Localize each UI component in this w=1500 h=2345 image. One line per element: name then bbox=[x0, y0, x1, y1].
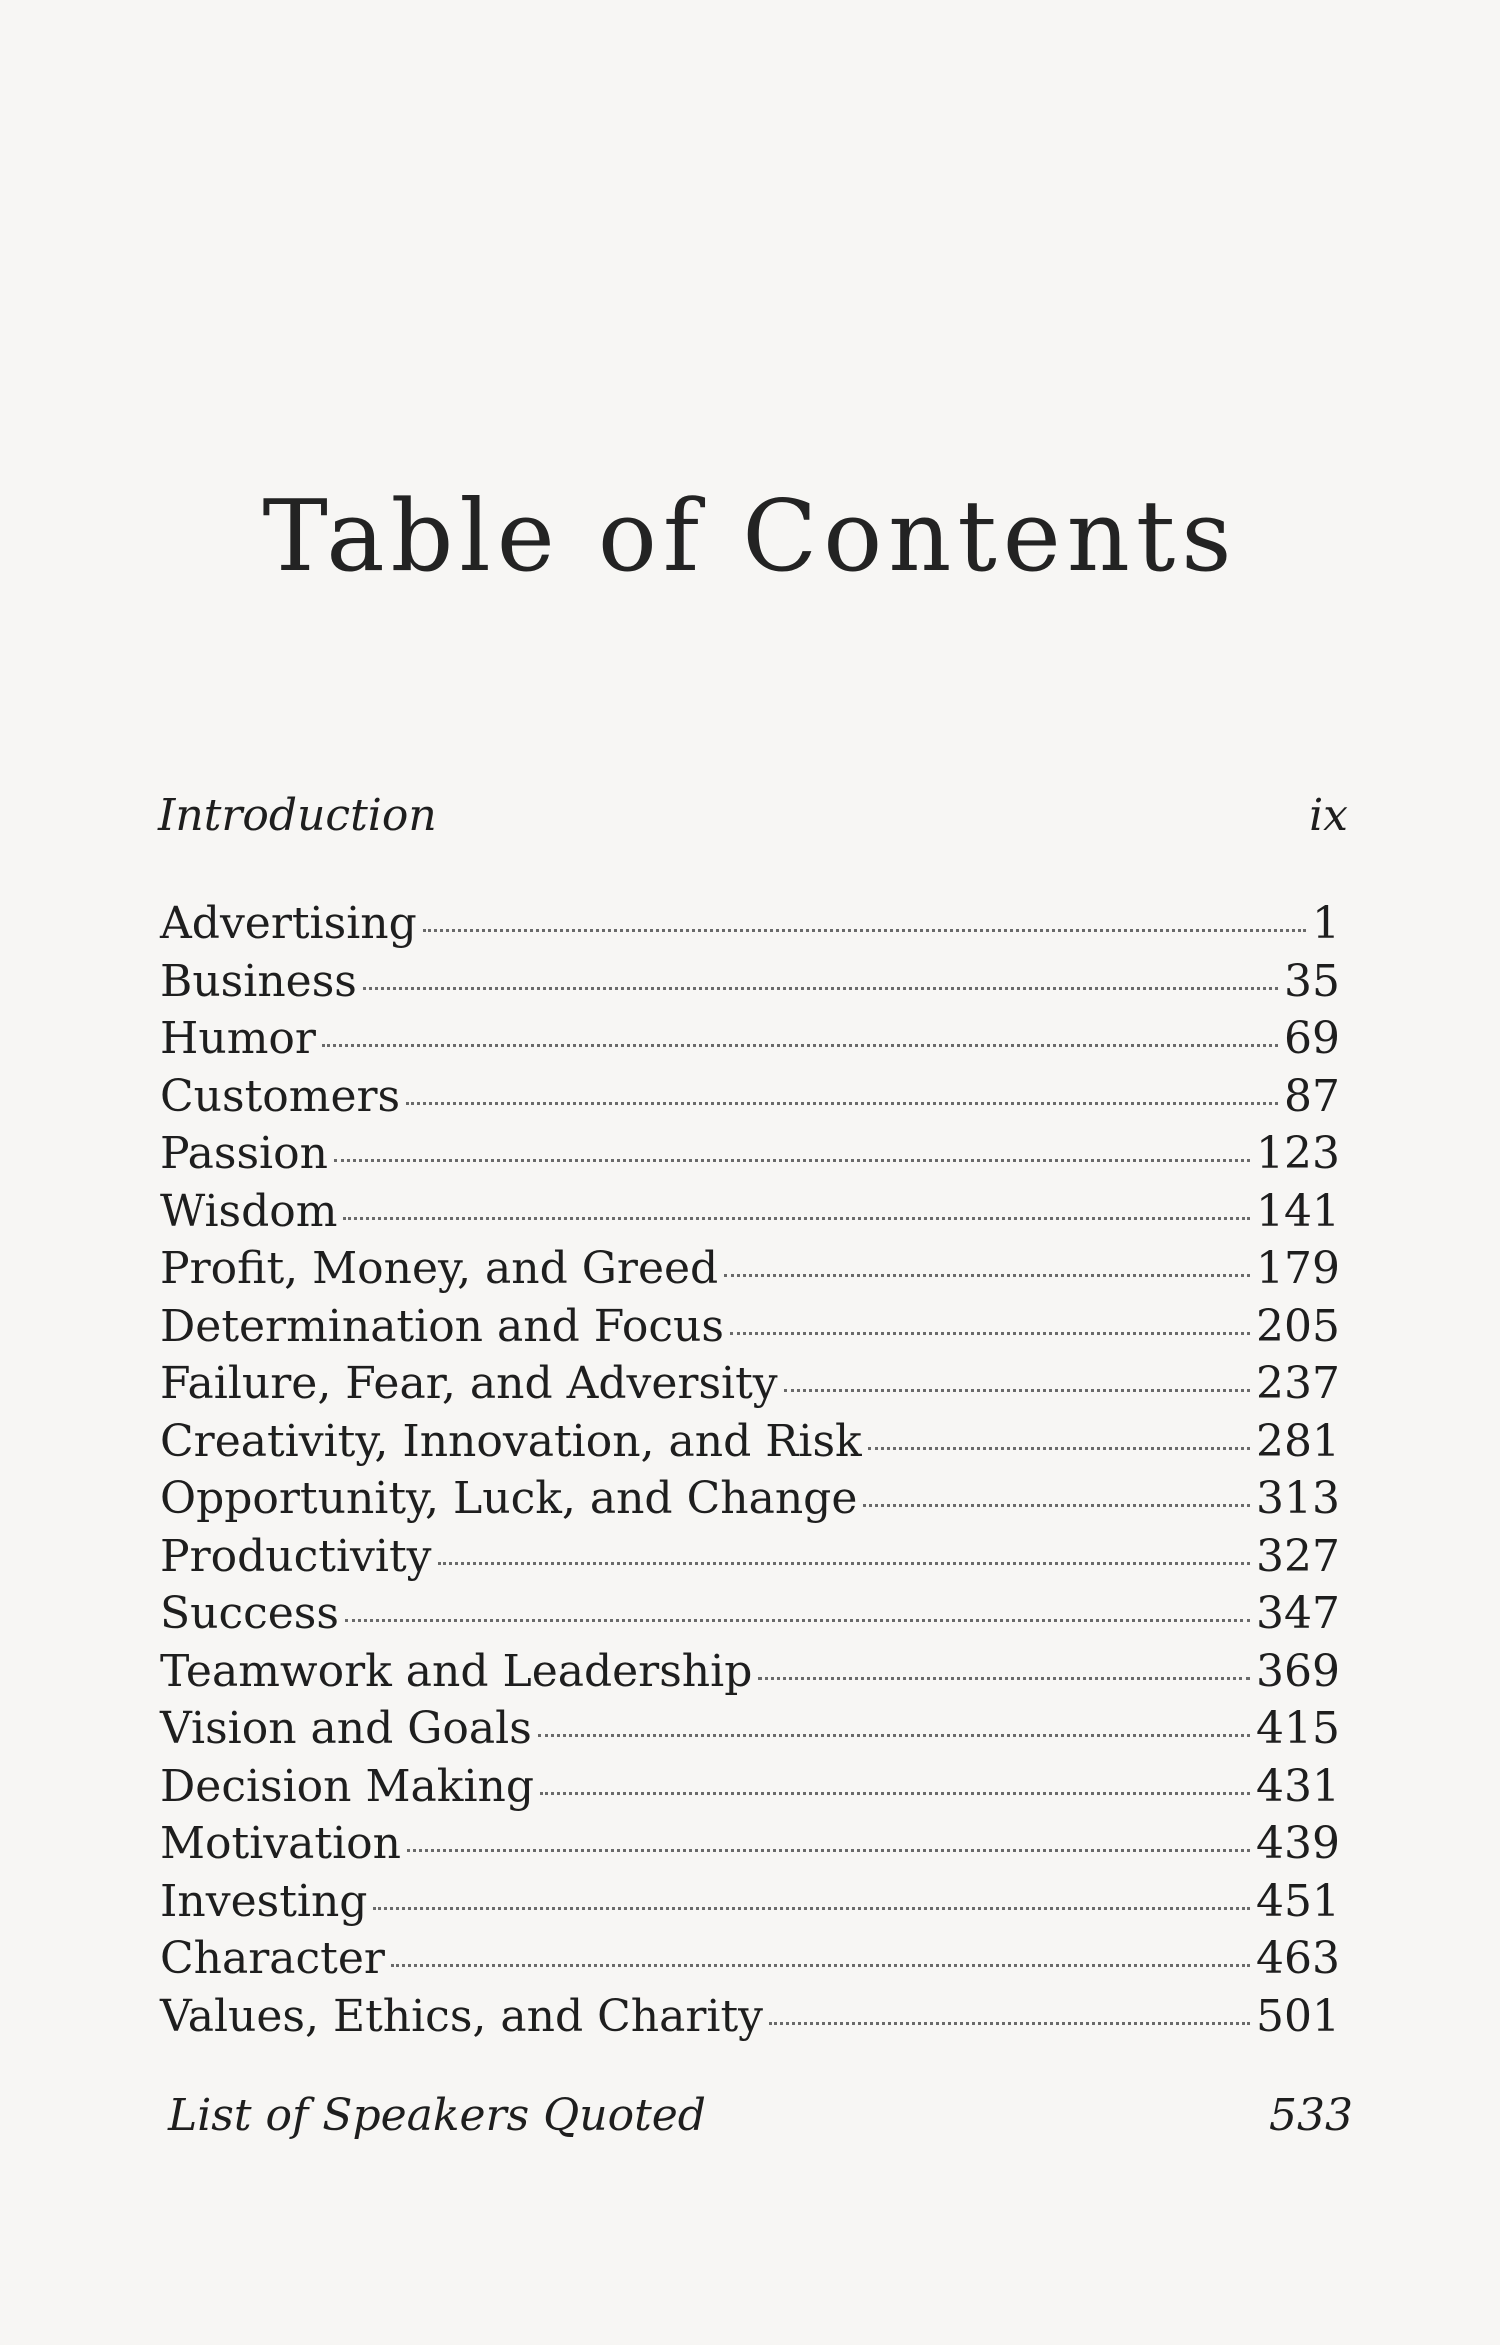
dot-leader bbox=[345, 1619, 1250, 1622]
dot-leader bbox=[363, 987, 1278, 990]
dot-leader bbox=[769, 2022, 1250, 2025]
toc-item-page: 237 bbox=[1256, 1358, 1340, 1409]
toc-item-label: Productivity bbox=[160, 1530, 432, 1582]
toc-item-page: 281 bbox=[1256, 1415, 1340, 1467]
toc-item[interactable] bbox=[160, 1873, 1340, 1931]
toc-item[interactable] bbox=[160, 1183, 1340, 1241]
dot-leader bbox=[538, 1734, 1250, 1737]
toc-item-page: 463 bbox=[1256, 1933, 1340, 1984]
toc-item-page: 439 bbox=[1256, 1818, 1340, 1869]
toc-item[interactable] bbox=[160, 1355, 1340, 1413]
dot-leader bbox=[863, 1504, 1250, 1507]
toc-item[interactable] bbox=[160, 1988, 1340, 2046]
toc-item[interactable] bbox=[160, 1528, 1340, 1586]
toc-item-page: 327 bbox=[1256, 1530, 1340, 1582]
toc-item-label: Values, Ethics, and Charity bbox=[160, 1990, 763, 2042]
toc-item[interactable] bbox=[160, 1010, 1340, 1068]
toc-item[interactable] bbox=[160, 895, 1340, 953]
toc-item[interactable] bbox=[160, 1758, 1340, 1816]
toc-item-page: 451 bbox=[1256, 1875, 1340, 1927]
toc-item-label: Vision and Goals bbox=[160, 1703, 532, 1754]
toc-item-page: 69 bbox=[1284, 1013, 1340, 1064]
toc-item-page: 501 bbox=[1256, 1990, 1340, 2042]
dot-leader bbox=[730, 1332, 1250, 1335]
toc-item[interactable] bbox=[160, 1815, 1340, 1873]
toc-item-label: Humor bbox=[160, 1013, 316, 1064]
toc-item-label: Passion bbox=[160, 1128, 328, 1179]
page-title: Table of Contents bbox=[262, 480, 1238, 594]
dot-leader bbox=[343, 1217, 1250, 1220]
toc-introduction[interactable] bbox=[158, 790, 1348, 841]
toc-item-label: Customers bbox=[160, 1070, 401, 1122]
toc-item[interactable] bbox=[160, 1298, 1340, 1356]
toc-list bbox=[160, 895, 1340, 2045]
introduction-page: ix bbox=[1309, 790, 1348, 841]
toc-item-page: 87 bbox=[1284, 1070, 1340, 1122]
dot-leader bbox=[540, 1792, 1250, 1795]
toc-item-page: 1 bbox=[1312, 898, 1340, 949]
toc-item[interactable] bbox=[160, 1930, 1340, 1988]
toc-item-label: Determination and Focus bbox=[160, 1300, 724, 1352]
dot-leader bbox=[322, 1044, 1278, 1047]
toc-item-label: Advertising bbox=[160, 898, 417, 949]
toc-item[interactable] bbox=[160, 1643, 1340, 1701]
toc-item-page: 179 bbox=[1256, 1243, 1340, 1294]
toc-item[interactable] bbox=[160, 1585, 1340, 1643]
toc-item-page: 415 bbox=[1256, 1703, 1340, 1754]
dot-leader bbox=[868, 1447, 1250, 1450]
dot-leader bbox=[407, 1849, 1250, 1852]
dot-leader bbox=[406, 1102, 1278, 1105]
toc-item-page: 123 bbox=[1256, 1128, 1340, 1179]
toc-item-label: Creativity, Innovation, and Risk bbox=[160, 1415, 862, 1467]
toc-item-label: Success bbox=[160, 1588, 339, 1639]
toc-item[interactable] bbox=[160, 953, 1340, 1011]
toc-item-page: 369 bbox=[1256, 1645, 1340, 1697]
dot-leader bbox=[784, 1389, 1250, 1392]
toc-item-page: 431 bbox=[1256, 1760, 1340, 1812]
dot-leader bbox=[724, 1274, 1250, 1277]
toc-item-label: Decision Making bbox=[160, 1760, 535, 1812]
toc-item-label: Teamwork and Leadership bbox=[160, 1645, 753, 1697]
toc-item-label: Character bbox=[160, 1933, 385, 1984]
toc-item[interactable] bbox=[160, 1700, 1340, 1758]
introduction-label: Introduction bbox=[158, 790, 437, 841]
speakers-page: 533 bbox=[1269, 2090, 1353, 2141]
toc-item-page: 141 bbox=[1256, 1185, 1340, 1237]
dot-leader bbox=[438, 1562, 1251, 1565]
dot-leader bbox=[373, 1907, 1250, 1910]
dot-leader bbox=[334, 1159, 1250, 1162]
toc-item-page: 205 bbox=[1256, 1300, 1340, 1352]
toc-item-page: 347 bbox=[1256, 1588, 1340, 1639]
dot-leader bbox=[758, 1677, 1250, 1680]
toc-item-label: Failure, Fear, and Adversity bbox=[160, 1358, 778, 1409]
toc-item-label: Motivation bbox=[160, 1818, 401, 1869]
dot-leader bbox=[423, 929, 1306, 932]
toc-item[interactable] bbox=[160, 1240, 1340, 1298]
dot-leader bbox=[391, 1964, 1250, 1967]
toc-item[interactable] bbox=[160, 1068, 1340, 1126]
toc-speakers-quoted[interactable] bbox=[168, 2090, 1353, 2141]
toc-item[interactable] bbox=[160, 1125, 1340, 1183]
speakers-label: List of Speakers Quoted bbox=[168, 2090, 706, 2141]
toc-item-label: Wisdom bbox=[160, 1185, 338, 1237]
toc-item-label: Opportunity, Luck, and Change bbox=[160, 1473, 858, 1524]
toc-item-label: Investing bbox=[160, 1875, 368, 1927]
toc-item[interactable] bbox=[160, 1413, 1340, 1471]
toc-item-label: Business bbox=[160, 955, 357, 1007]
toc-item-page: 35 bbox=[1284, 955, 1340, 1007]
toc-item[interactable] bbox=[160, 1470, 1340, 1528]
toc-item-page: 313 bbox=[1256, 1473, 1340, 1524]
toc-item-label: Profit, Money, and Greed bbox=[160, 1243, 719, 1294]
